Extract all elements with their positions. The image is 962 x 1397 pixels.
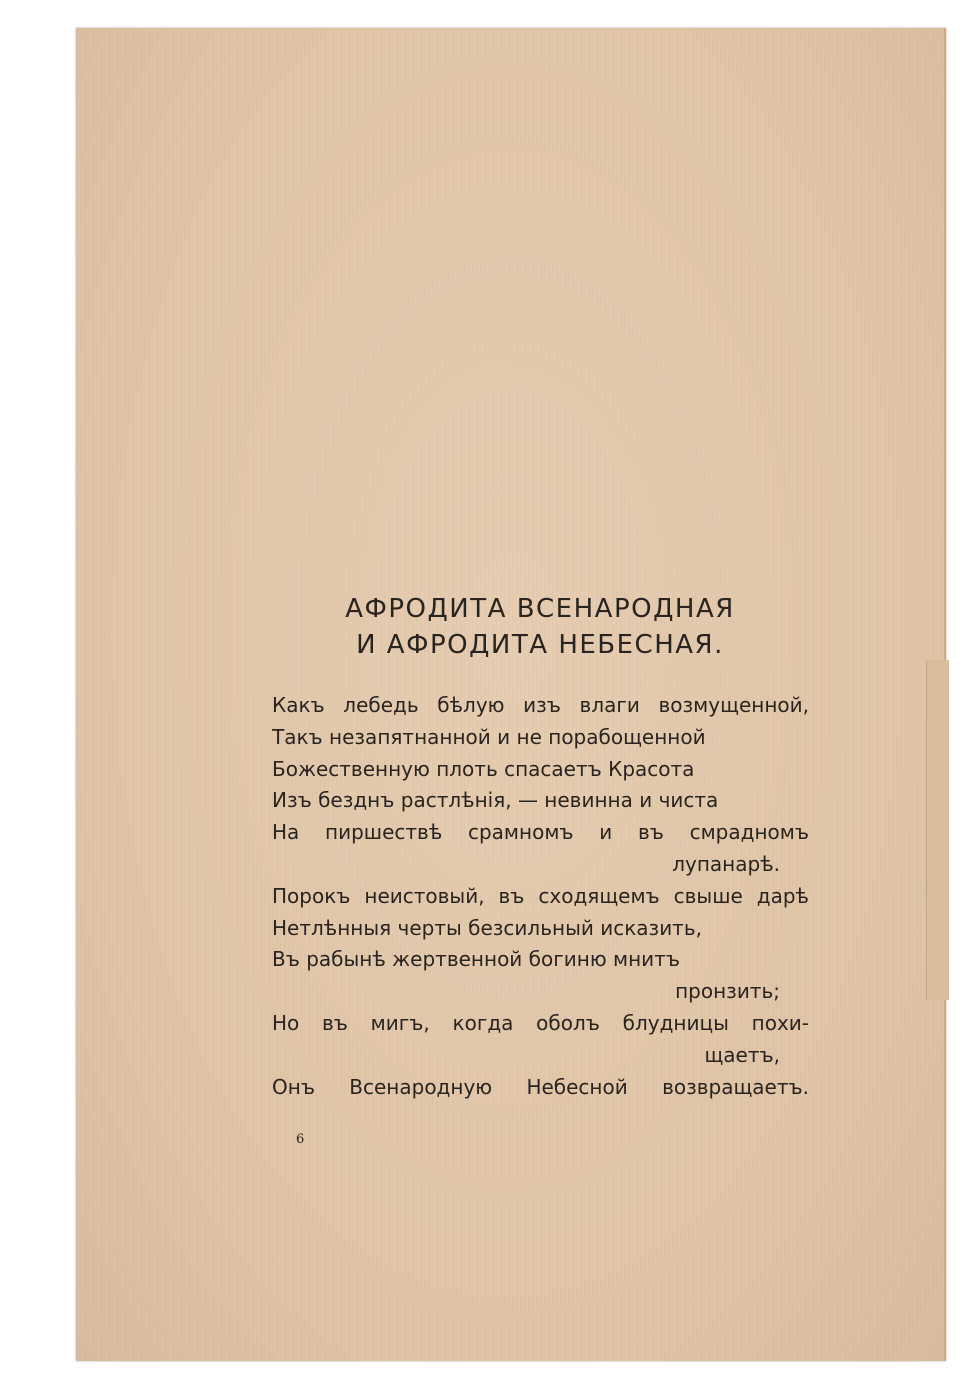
poem-title-line-1: АФРОДИТА ВСЕНАРОДНАЯ xyxy=(345,594,735,624)
poem-line: Такъ незапятнанной и не порабощенной xyxy=(272,724,706,749)
poem-line: На пиршествѣ срамномъ и въ смрадномъ xyxy=(272,820,809,845)
poem-title-line-2: И АФРОДИТА НЕБЕСНАЯ. xyxy=(356,630,724,660)
poem-line: Онъ Всенародную Небесной возвращаетъ. xyxy=(272,1074,809,1099)
poem-line: Нетлѣнныя черты безсильный исказить, xyxy=(272,915,702,940)
poem-line-continuation: щаетъ, xyxy=(704,1042,780,1067)
poem-line-continuation: лупанарѣ. xyxy=(672,851,780,876)
poem-line: Изъ безднъ растлѣнія, — невинна и чиста xyxy=(272,788,719,813)
poem-body xyxy=(272,690,832,1103)
poem-line: Порокъ неистовый, въ сходящемъ свыше дарѣ xyxy=(272,883,809,908)
paper-edge-fold xyxy=(926,660,949,1000)
poem-line-continuation: пронзить; xyxy=(675,979,780,1004)
page-number: 6 xyxy=(296,1132,305,1147)
poem-line: Въ рабынѣ жертвенной богиню мнитъ xyxy=(272,947,680,972)
poem-line: Какъ лебедь бѣлую изъ влаги возмущенной, xyxy=(272,693,809,717)
poem-line: Но въ мигъ, когда оболъ блудницы похи- xyxy=(272,1010,809,1035)
poem-line: Божественную плоть спасаетъ Красота xyxy=(272,756,695,781)
